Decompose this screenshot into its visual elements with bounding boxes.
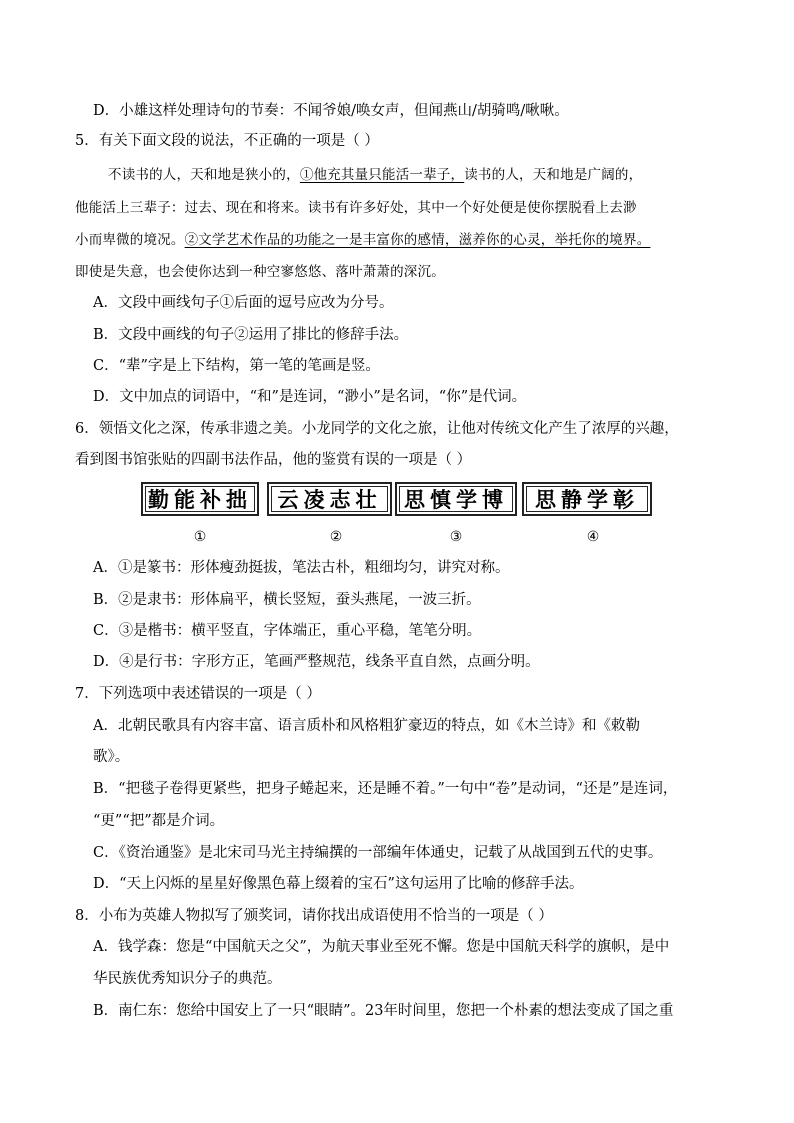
q5-option-a: A．文段中画线句子①后面的逗号应改为分号。 <box>93 295 394 311</box>
q6-stem-2: 看到图书馆张贴的四副书法作品，他的鉴赏有误的一项是（ ） <box>75 452 472 468</box>
calligraphy-label-1: ① <box>193 529 207 545</box>
q7-option-b-1: B．“把毯子卷得更紧些，把身子蜷起来，还是睡不着。”一句中“卷”是动词，“还是”是连词， <box>93 781 678 797</box>
calligraphy-1: 勤能补拙 <box>141 482 259 516</box>
passage-line-1: 不读书的人，天和地是狭小的，①他充其量只能活一辈子，读书的人，天和地是广阔的， <box>108 167 643 183</box>
calligraphy-label-4: ④ <box>586 529 600 545</box>
q7-stem: 7．下列选项中表述错误的一项是（ ） <box>75 686 321 702</box>
calligraphy-3: 思慎学博 <box>395 482 517 516</box>
calligraphy-label-3: ③ <box>449 529 463 545</box>
calligraphy-label-2: ② <box>329 529 343 545</box>
q6-option-c: C．③是楷书：横平竖直，字体端正，重心平稳，笔笔分明。 <box>93 623 482 639</box>
underlined-sentence-1: ①他充其量只能活一辈子， <box>299 167 465 183</box>
q7-option-c: C．《资治通鉴》是北宋司马光主持编撰的一部编年体通史，记载了从战国到五代的史事。 <box>93 845 663 861</box>
q7-option-a-1: A．北朝民歌具有内容丰富、语言质朴和风格粗犷豪迈的特点，如《木兰诗》和《敕勒 <box>93 718 640 734</box>
q6-option-d: D．④是行书：字形方正，笔画严整规范，线条平直自然，点画分明。 <box>93 654 540 670</box>
q5-option-d: D．文中加点的词语中，“和”是连词，“渺小”是名词，“你”是代词。 <box>93 389 527 405</box>
passage-line-3: 小而卑微的境况。②文学艺术作品的功能之一是丰富你的感情，滋养你的心灵，举托你的境界。 <box>75 232 651 248</box>
q8-option-a-2: 华民族优秀知识分子的典范。 <box>93 971 282 987</box>
q5-stem: 5．有关下面文段的说法，不正确的一项是（ ） <box>75 133 379 149</box>
passage-line-4: 即使是失意，也会使你达到一种空寥悠悠、落叶萧萧的深沉。 <box>75 264 445 280</box>
calligraphy-4: 思静学彰 <box>522 482 652 516</box>
q8-option-b: B．南仁东：您给中国安上了一只“眼睛”。23年时间里，您把一个朴素的想法变成了国之重 <box>93 1003 674 1019</box>
q8-option-a-1: A．钱学森：您是“中国航天之父”，为航天事业至死不懈。您是中国航天科学的旗帜，是中 <box>93 939 670 955</box>
q5-option-c: C．“辈”字是上下结构，第一笔的笔画是竖。 <box>93 358 380 374</box>
q7-option-a-2: 歌》。 <box>93 749 130 765</box>
q8-stem: 8．小布为英雄人物拟写了颁奖词，请你找出成语使用不恰当的一项是（ ） <box>75 908 553 924</box>
passage-line-2: 他能活上三辈子：过去、现在和将来。读书有许多好处，其中一个好处便是使你摆脱看上去渺 <box>75 200 637 216</box>
underlined-sentence-2: ②文学艺术作品的功能之一是丰富你的感情，滋养你的心灵，举托你的境界。 <box>184 232 651 248</box>
q7-option-d: D．“天上闪烁的星星好像黑色幕上缀着的宝石”这句运用了比喻的修辞手法。 <box>93 876 584 892</box>
q6-stem-1: 6．领悟文化之深，传承非遗之美。小龙同学的文化之旅，让他对传统文化产生了浓厚的兴趣， <box>75 421 679 437</box>
q5-option-b: B．文段中画线的句子②运用了排比的修辞手法。 <box>93 327 409 343</box>
calligraphy-2: 云凌志壮 <box>267 482 392 516</box>
q4-option-d: D．小雄这样处理诗句的节奏：不闻爷娘/唤女声，但闻燕山/胡骑鸣/啾啾。 <box>93 103 569 119</box>
q7-option-b-2: “更”“把”都是介词。 <box>93 813 225 829</box>
q6-option-a: A．①是篆书：形体瘦劲挺拔，笔法古朴，粗细均匀，讲究对称。 <box>93 560 510 576</box>
q6-option-b: B．②是隶书：形体扁平，横长竖短，蚕头燕尾，一波三折。 <box>93 592 481 608</box>
